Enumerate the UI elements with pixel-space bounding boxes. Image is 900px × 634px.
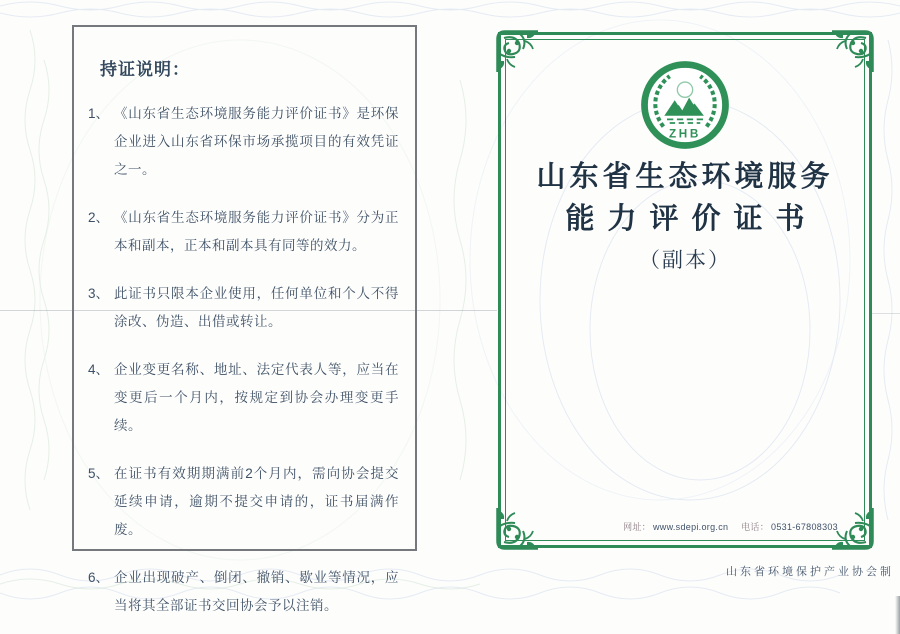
- emblem-text: ZHB: [668, 127, 702, 141]
- item-number: 5、: [88, 466, 110, 481]
- item-text: 《山东省生态环境服务能力评价证书》分为正本和副本，正本和副本具有同等的效力。: [114, 210, 399, 253]
- instruction-item: [88, 356, 399, 440]
- certificate-title-line1: 山东省生态环境服务: [536, 161, 834, 193]
- instructions-heading: 持证说明：: [100, 60, 190, 79]
- floral-corner-icon: [495, 507, 539, 551]
- instruction-item: [88, 280, 399, 336]
- tel-value: 0531-67808303: [771, 522, 838, 532]
- scan-fold-line: [872, 313, 900, 314]
- instructions-panel: [72, 25, 417, 613]
- scan-page-edge: [895, 596, 900, 634]
- item-number: 6、: [88, 570, 110, 585]
- certificate-copy-label: （副本）: [639, 249, 731, 272]
- issuer-line: 山东省环境保护产业协会制: [726, 566, 894, 578]
- item-number: 2、: [88, 210, 110, 225]
- tel-label: 电话：: [741, 522, 770, 532]
- instruction-item: [88, 460, 399, 544]
- item-text: 企业出现破产、倒闭、撤销、歇业等情况，应当将其全部证书交回协会予以注销。: [114, 570, 399, 613]
- certificate-cover: [498, 32, 872, 548]
- certificate-title-line2: 能力评价证书: [565, 203, 818, 235]
- item-text: 此证书只限本企业使用，任何单位和个人不得涂改、伪造、出借或转让。: [114, 286, 399, 329]
- contact-line: [623, 520, 838, 533]
- item-text: 企业变更名称、地址、法定代表人等，应当在变更后一个月内，按规定到协会办理变更手续。: [114, 362, 399, 433]
- item-number: 3、: [88, 286, 110, 301]
- item-text: 在证书有效期期满前2个月内，需向协会提交延续申请，逾期不提交申请的，证书届满作废。: [114, 466, 399, 537]
- instruction-item: [88, 204, 399, 260]
- instruction-item: [88, 564, 399, 620]
- floral-corner-icon: [495, 29, 539, 73]
- floral-corner-icon: [831, 29, 875, 73]
- zhb-emblem-icon: [640, 60, 730, 150]
- scan-fold-line: [0, 310, 497, 311]
- item-text: 《山东省生态环境服务能力评价证书》是环保企业进入山东省环保市场承揽项目的有效凭证之一。: [114, 106, 399, 177]
- url-label: 网址：: [623, 522, 651, 532]
- instruction-item: [88, 100, 399, 184]
- item-number: 4、: [88, 362, 110, 377]
- url-value: www.sdepi.org.cn: [652, 522, 729, 532]
- item-number: 1、: [88, 106, 110, 121]
